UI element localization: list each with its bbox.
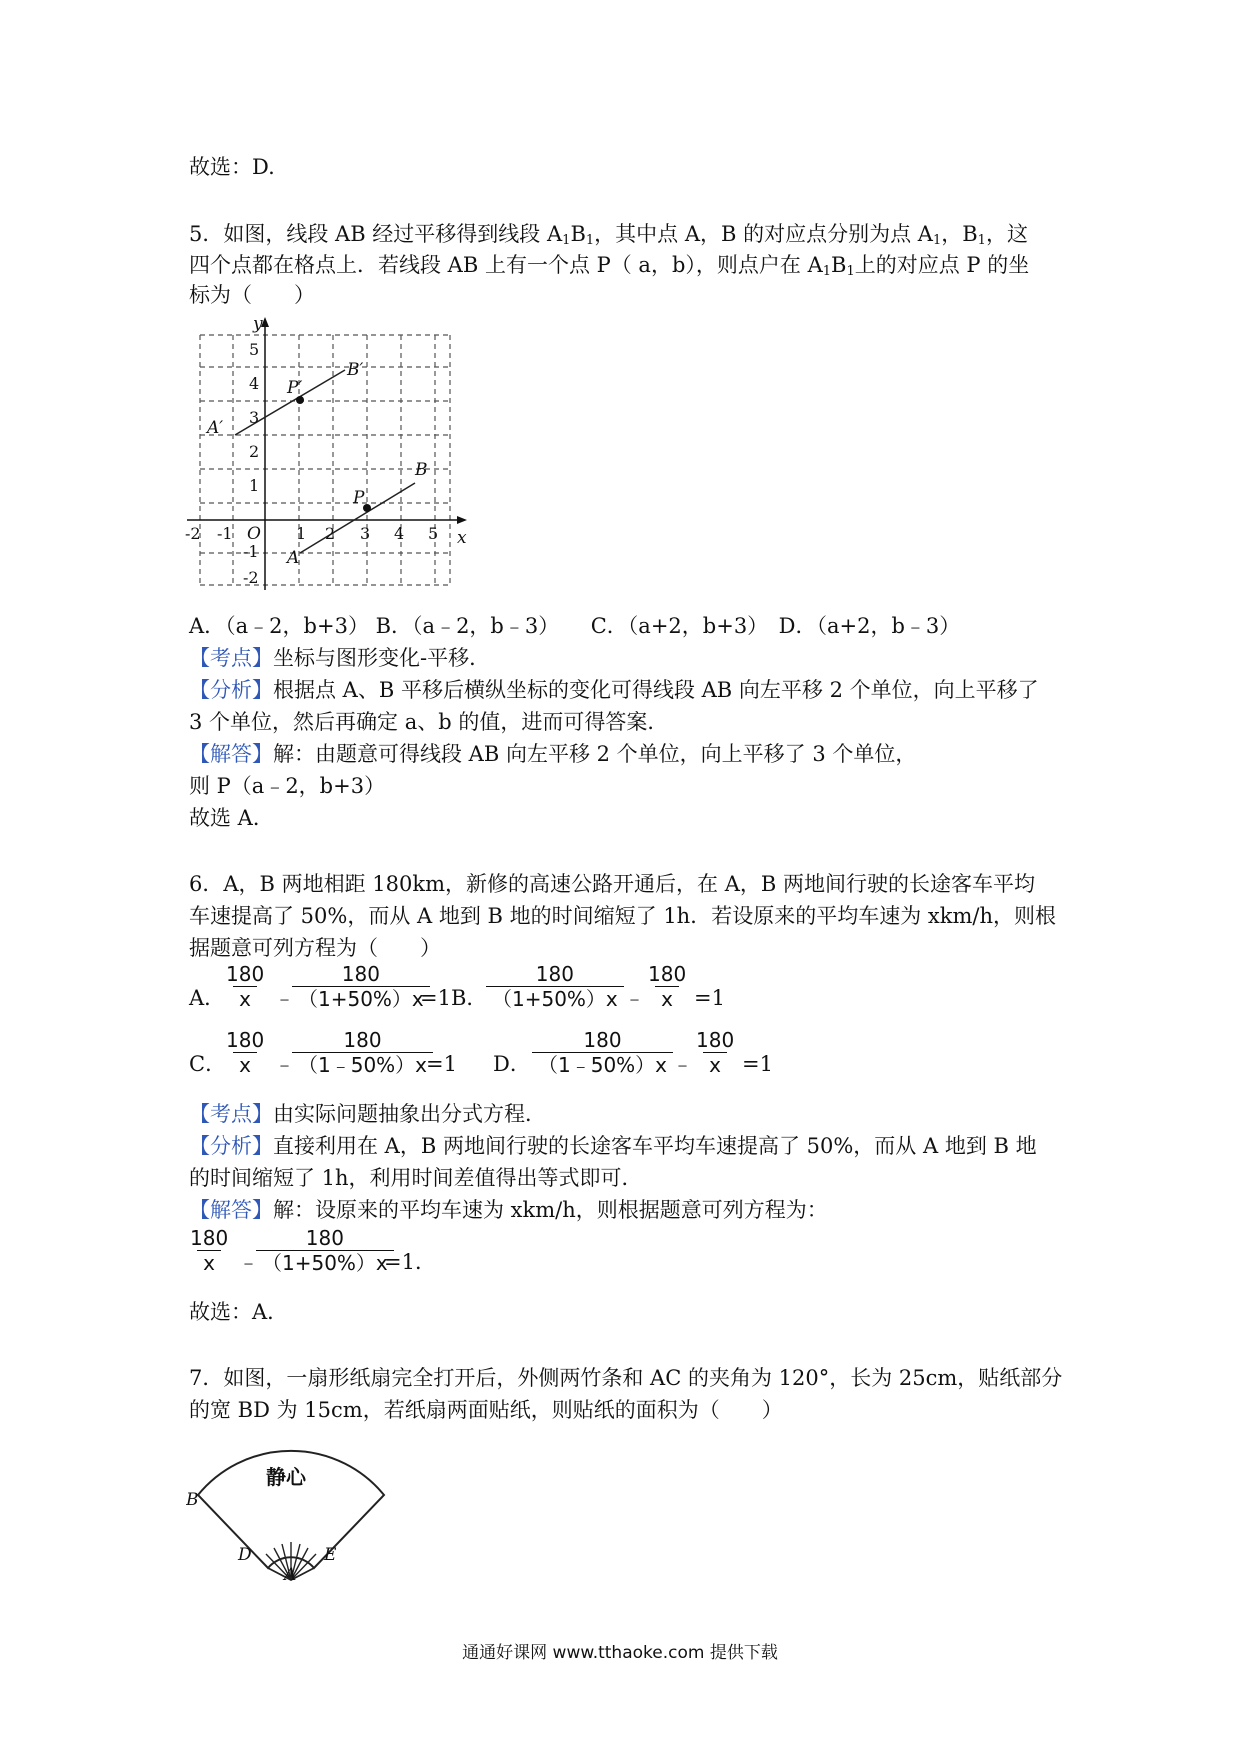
q5-fenxi-2: 3 个单位，然后再确定 a、b 的值，进而可得答案． — [189, 710, 669, 734]
q5-text: B — [831, 253, 847, 277]
subscript: 1 — [932, 233, 942, 248]
equals-one: =1． — [384, 1250, 436, 1274]
subscript: 1 — [585, 233, 595, 248]
fraction — [292, 1028, 433, 1077]
numerator: 180 — [226, 962, 265, 986]
q6-fenxi-2: 的时间缩短了 1h，利用时间差值得出等式即可． — [189, 1166, 643, 1190]
label-p-prime: P′ — [287, 378, 303, 398]
denominator: x — [655, 986, 679, 1011]
x-tick: 1 — [296, 524, 307, 543]
numerator: 180 — [341, 962, 380, 986]
label-e: E — [324, 1545, 337, 1565]
q6-option-a-label: A． — [189, 986, 226, 1010]
q6-option-c-label: C． — [189, 1052, 227, 1076]
q5-answer: 故选 A． — [189, 806, 274, 830]
minus-sign: ﹣ — [624, 986, 645, 1010]
q6-line2: 车速提高了 50%，而从 A 地到 B 地的时间缩短了 1h．若设原来的平均车速为 xkm/h，则根 — [189, 904, 1056, 928]
numerator: 180 — [696, 1028, 735, 1052]
q5-line3: 标为（ ） — [189, 283, 315, 307]
denominator: x — [703, 1052, 727, 1077]
jieda-text: 解：由题意可得线段 AB 向左平移 2 个单位，向上平移了 3 个单位， — [273, 742, 917, 766]
q6-line3: 据题意可列方程为（ ） — [189, 936, 441, 960]
fraction — [256, 1226, 394, 1275]
denominator: x — [197, 1250, 221, 1275]
fraction — [220, 1028, 270, 1077]
minus-sign: ﹣ — [672, 1052, 693, 1076]
equals-one: =1 — [694, 986, 725, 1010]
denominator: （1﹣50%）x — [292, 1052, 433, 1077]
fenxi-text: 直接利用在 A，B 两地间行驶的长途客车平均车速提高了 50%，而从 A 地到 B 地 — [273, 1134, 1037, 1158]
fenxi-text: 根据点 A、B 平移后横纵坐标的变化可得线段 AB 向左平移 2 个单位，向上平移了 — [273, 678, 1039, 702]
y-tick: 4 — [249, 374, 260, 393]
numerator: 180 — [190, 1226, 229, 1250]
prev-answer: 故选：D. — [189, 155, 275, 179]
q5-jieda-2: 则 P（a﹣2，b+3） — [189, 774, 386, 798]
denominator: （1+50%）x — [486, 986, 624, 1011]
y-tick: 3 — [249, 408, 260, 427]
q5-text: ，B — [941, 222, 978, 246]
coordinate-grid-figure — [185, 315, 475, 605]
numerator: 180 — [226, 1028, 265, 1052]
denominator: x — [233, 1052, 257, 1077]
q5-line1 — [189, 222, 1028, 253]
q6-line1: 6．A，B 两地相距 180km，新修的高速公路开通后，在 A，B 两地间行驶的长途客车平均 — [189, 872, 1035, 896]
subscript: 1 — [846, 264, 855, 279]
jieda-text: 解：设原来的平均车速为 xkm/h，则根据题意可列方程为： — [273, 1198, 828, 1222]
origin-label: O — [247, 524, 261, 544]
label-d: D — [238, 1545, 252, 1565]
q6-fenxi — [189, 1134, 1037, 1158]
fraction — [690, 1028, 740, 1077]
grid-lines — [200, 335, 450, 585]
denominator: （1+50%）x — [292, 986, 430, 1011]
q5-text: 5．如图，线段 AB 经过平移得到线段 A — [189, 222, 563, 246]
equals-one: =1 — [742, 1052, 773, 1076]
kaodian-tag: 【考点】 — [189, 1102, 273, 1126]
equals-one: =1 — [426, 1052, 457, 1076]
minus-sign: ﹣ — [274, 986, 295, 1010]
numerator: 180 — [343, 1028, 382, 1052]
fenxi-tag: 【分析】 — [189, 678, 273, 702]
y-axis-label: y — [253, 315, 263, 334]
subscript: 1 — [562, 233, 571, 248]
q5-jieda — [189, 742, 916, 766]
x-tick: -1 — [217, 524, 233, 543]
q5-text: ，这 — [985, 222, 1028, 246]
q5-text: B — [570, 222, 586, 246]
fraction — [486, 962, 624, 1011]
q5-fenxi — [189, 678, 1039, 702]
kaodian-text: 坐标与图形变化-平移． — [273, 646, 491, 670]
fraction — [642, 962, 692, 1011]
x-tick: 3 — [360, 524, 371, 543]
x-tick: 4 — [394, 524, 405, 543]
fenxi-tag: 【分析】 — [189, 1134, 273, 1158]
fraction — [292, 962, 430, 1011]
subscript: 1 — [822, 264, 832, 279]
q5-text: ，其中点 A，B 的对应点分别为点 A — [594, 222, 933, 246]
fraction — [184, 1226, 234, 1275]
q5-text: 上的对应点 P 的坐 — [854, 253, 1030, 277]
x-tick: 5 — [428, 524, 439, 543]
numerator: 180 — [583, 1028, 622, 1052]
q5-line2 — [189, 253, 1029, 284]
page-footer: 通通好课网 www.tthaoke.com 提供下载 — [462, 1643, 778, 1663]
denominator: x — [233, 986, 257, 1011]
x-axis-arrow — [457, 516, 467, 524]
label-b: B — [415, 460, 428, 480]
minus-sign: ﹣ — [274, 1052, 295, 1076]
q6-option-d-label: D． — [493, 1052, 531, 1076]
label-a: A — [284, 1565, 297, 1582]
q6-kaodian — [189, 1102, 546, 1126]
fan-text: 静心 — [266, 1465, 306, 1489]
q6-answer: 故选：A． — [189, 1300, 289, 1324]
kaodian-text: 由实际问题抽象出分式方程． — [273, 1102, 546, 1126]
jieda-tag: 【解答】 — [189, 1198, 273, 1222]
label-b-prime: B′ — [347, 360, 364, 380]
fan-figure — [186, 1432, 396, 1582]
minus-sign: ﹣ — [238, 1250, 259, 1274]
q5-text: 四个点都在格点上．若线段 AB 上有一个点 P（ a，b），则点户在 A — [189, 253, 823, 277]
y-tick: 5 — [249, 340, 260, 359]
q6-option-b-label: B． — [451, 986, 488, 1010]
label-a-prime: A′ — [207, 418, 224, 438]
q7-line1: 7．如图，一扇形纸扇完全打开后，外侧两竹条和 AC 的夹角为 120°，长为 25cm，贴纸部分 — [189, 1366, 1063, 1390]
label-p: P — [353, 488, 365, 508]
y-tick: 2 — [249, 442, 260, 461]
fraction — [220, 962, 270, 1011]
denominator: （1﹣50%）x — [532, 1052, 673, 1077]
jieda-tag: 【解答】 — [189, 742, 273, 766]
numerator: 180 — [305, 1226, 344, 1250]
x-tick: -2 — [185, 524, 201, 543]
y-tick: 1 — [249, 476, 260, 495]
q7-line2: 的宽 BD 为 15cm，若纸扇两面贴纸，则贴纸的面积为（ ） — [189, 1398, 783, 1422]
label-b: B — [186, 1490, 199, 1510]
kaodian-tag: 【考点】 — [189, 646, 273, 670]
y-tick: -2 — [243, 568, 259, 587]
x-tick: 2 — [325, 524, 336, 543]
y-tick: -1 — [243, 542, 259, 561]
q5-options: A．（a﹣2，b+3） B．（a﹣2，b﹣3） C．（a+2，b+3） D．（a+2，b﹣3） — [189, 614, 961, 638]
numerator: 180 — [648, 962, 687, 986]
equals-one: =1 — [420, 986, 451, 1010]
numerator: 180 — [535, 962, 574, 986]
label-a: A — [287, 548, 300, 568]
q6-jieda — [189, 1198, 828, 1222]
x-axis-label: x — [457, 528, 467, 548]
denominator: （1+50%）x — [256, 1250, 394, 1275]
q5-kaodian — [189, 646, 490, 670]
subscript: 1 — [977, 233, 986, 248]
fraction — [532, 1028, 673, 1077]
